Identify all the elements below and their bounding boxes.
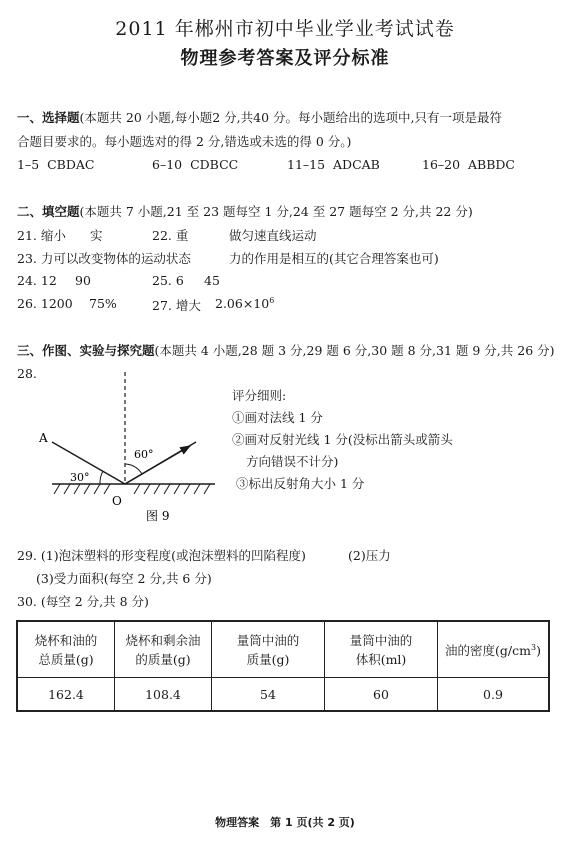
scoring-item-3: ③标出反射角大小 1 分 [236,476,365,491]
scoring-rules [232,385,453,495]
section2-line [17,202,473,220]
answer-21b: 实 [90,228,103,243]
table-cell: 0.9 [438,678,550,712]
table-cell: 162.4 [17,678,115,712]
section3-desc: (本题共 4 小题,28 题 3 分,29 题 6 分,30 题 8 分,31 题 9 分,共 26 分) [154,343,555,358]
answer-26b: 75% [89,296,117,311]
mirror-hatching [54,484,210,494]
label-o: O [112,494,122,508]
answer-11-15: 11–15 ADCAB [287,157,380,172]
answer-21: 21. 缩小 [17,228,66,243]
answer-26: 26. 1200 [17,296,73,311]
answer-24: 24. 12 [17,273,57,288]
page-title: 2011 年郴州市初中毕业学业考试试卷 [115,18,455,40]
table-header-cell: 烧杯和油的 总质量(g) [17,621,115,678]
page-subtitle: 物理参考答案及评分标准 [180,48,390,69]
answer-27b: $2.06\times 10^6$ [215,296,275,312]
section3-line [17,341,555,359]
section2-desc: (本题共 7 小题,21 至 23 题每空 1 分,24 至 27 题每空 2 分,共 22 分) [79,204,473,219]
page-footer: 物理答案 第 1 页(共 2 页) [215,816,355,829]
answer-29-line2: (3)受力面积(每空 2 分,共 6 分) [36,571,212,586]
section1-desc-1: (本题共 20 小题,每小题2 分,共40 分。每小题给出的选项中,只有一项是最符 [79,110,502,125]
section1-heading: 一、选择题 [17,110,80,125]
incident-angle-arc [100,471,103,484]
table-header-cell: 量筒中油的 质量(g) [212,621,325,678]
answer-6-10: 6–10 CDBCC [152,157,239,172]
table-row [17,678,549,712]
reflection-diagram [30,370,230,530]
answer-23: 23. 力可以改变物体的运动状态 [17,251,191,266]
label-reflect-angle: 60° [134,448,154,461]
answer-25: 25. 6 [152,273,184,288]
table-header-row [17,621,549,678]
scoring-item-2: ②画对反射光线 1 分(没标出箭头或箭头 [232,432,453,447]
figure-caption: 图 9 [146,509,170,523]
answer-22b: 做匀速直线运动 [229,228,317,243]
section1-line1 [17,108,502,126]
table-cell: 54 [212,678,325,712]
scoring-item-2b: 方向错误不计分) [246,454,339,469]
answer-27: 27. 增大 [152,298,201,313]
answer-23b: 力的作用是相互的(其它合理答案也可) [229,251,439,266]
reflect-angle-arc [125,464,142,474]
table-cell: 108.4 [115,678,212,712]
section1-desc-2: 合题目要求的。每小题选对的得 2 分,错选或未选的得 0 分。) [17,134,352,149]
scoring-item-1: ①画对法线 1 分 [232,410,323,425]
scoring-title: 评分细则: [232,388,287,403]
answer-29-line1: 29. (1)泡沫塑料的形变程度(或泡沫塑料的凹陷程度) [17,548,306,563]
table-header-cell: 油的密度$(g/cm^3)$ [438,621,550,678]
label-incident-angle: 30° [70,471,90,484]
section2-heading: 二、填空题 [17,204,80,219]
section3-heading: 三、作图、实验与探究题 [17,343,155,358]
answer-22: 22. 重 [152,228,189,243]
answer-29-part2: (2)压力 [348,548,391,563]
answer-16-20: 16–20 ABBDC [422,157,516,172]
density-table [16,620,550,712]
answer-25b: 45 [204,273,220,288]
answer-1-5: 1–5 CBDAC [17,157,95,172]
table-header-cell: 量筒中油的 体积(ml) [325,621,438,678]
table-cell: 60 [325,678,438,712]
answer-24b: 90 [75,273,91,288]
label-a: A [39,431,48,445]
question-30: 30. (每空 2 分,共 8 分) [17,594,149,609]
table-header-cell: 烧杯和剩余油 的质量(g) [115,621,212,678]
question-28-number: 28. [17,366,37,381]
